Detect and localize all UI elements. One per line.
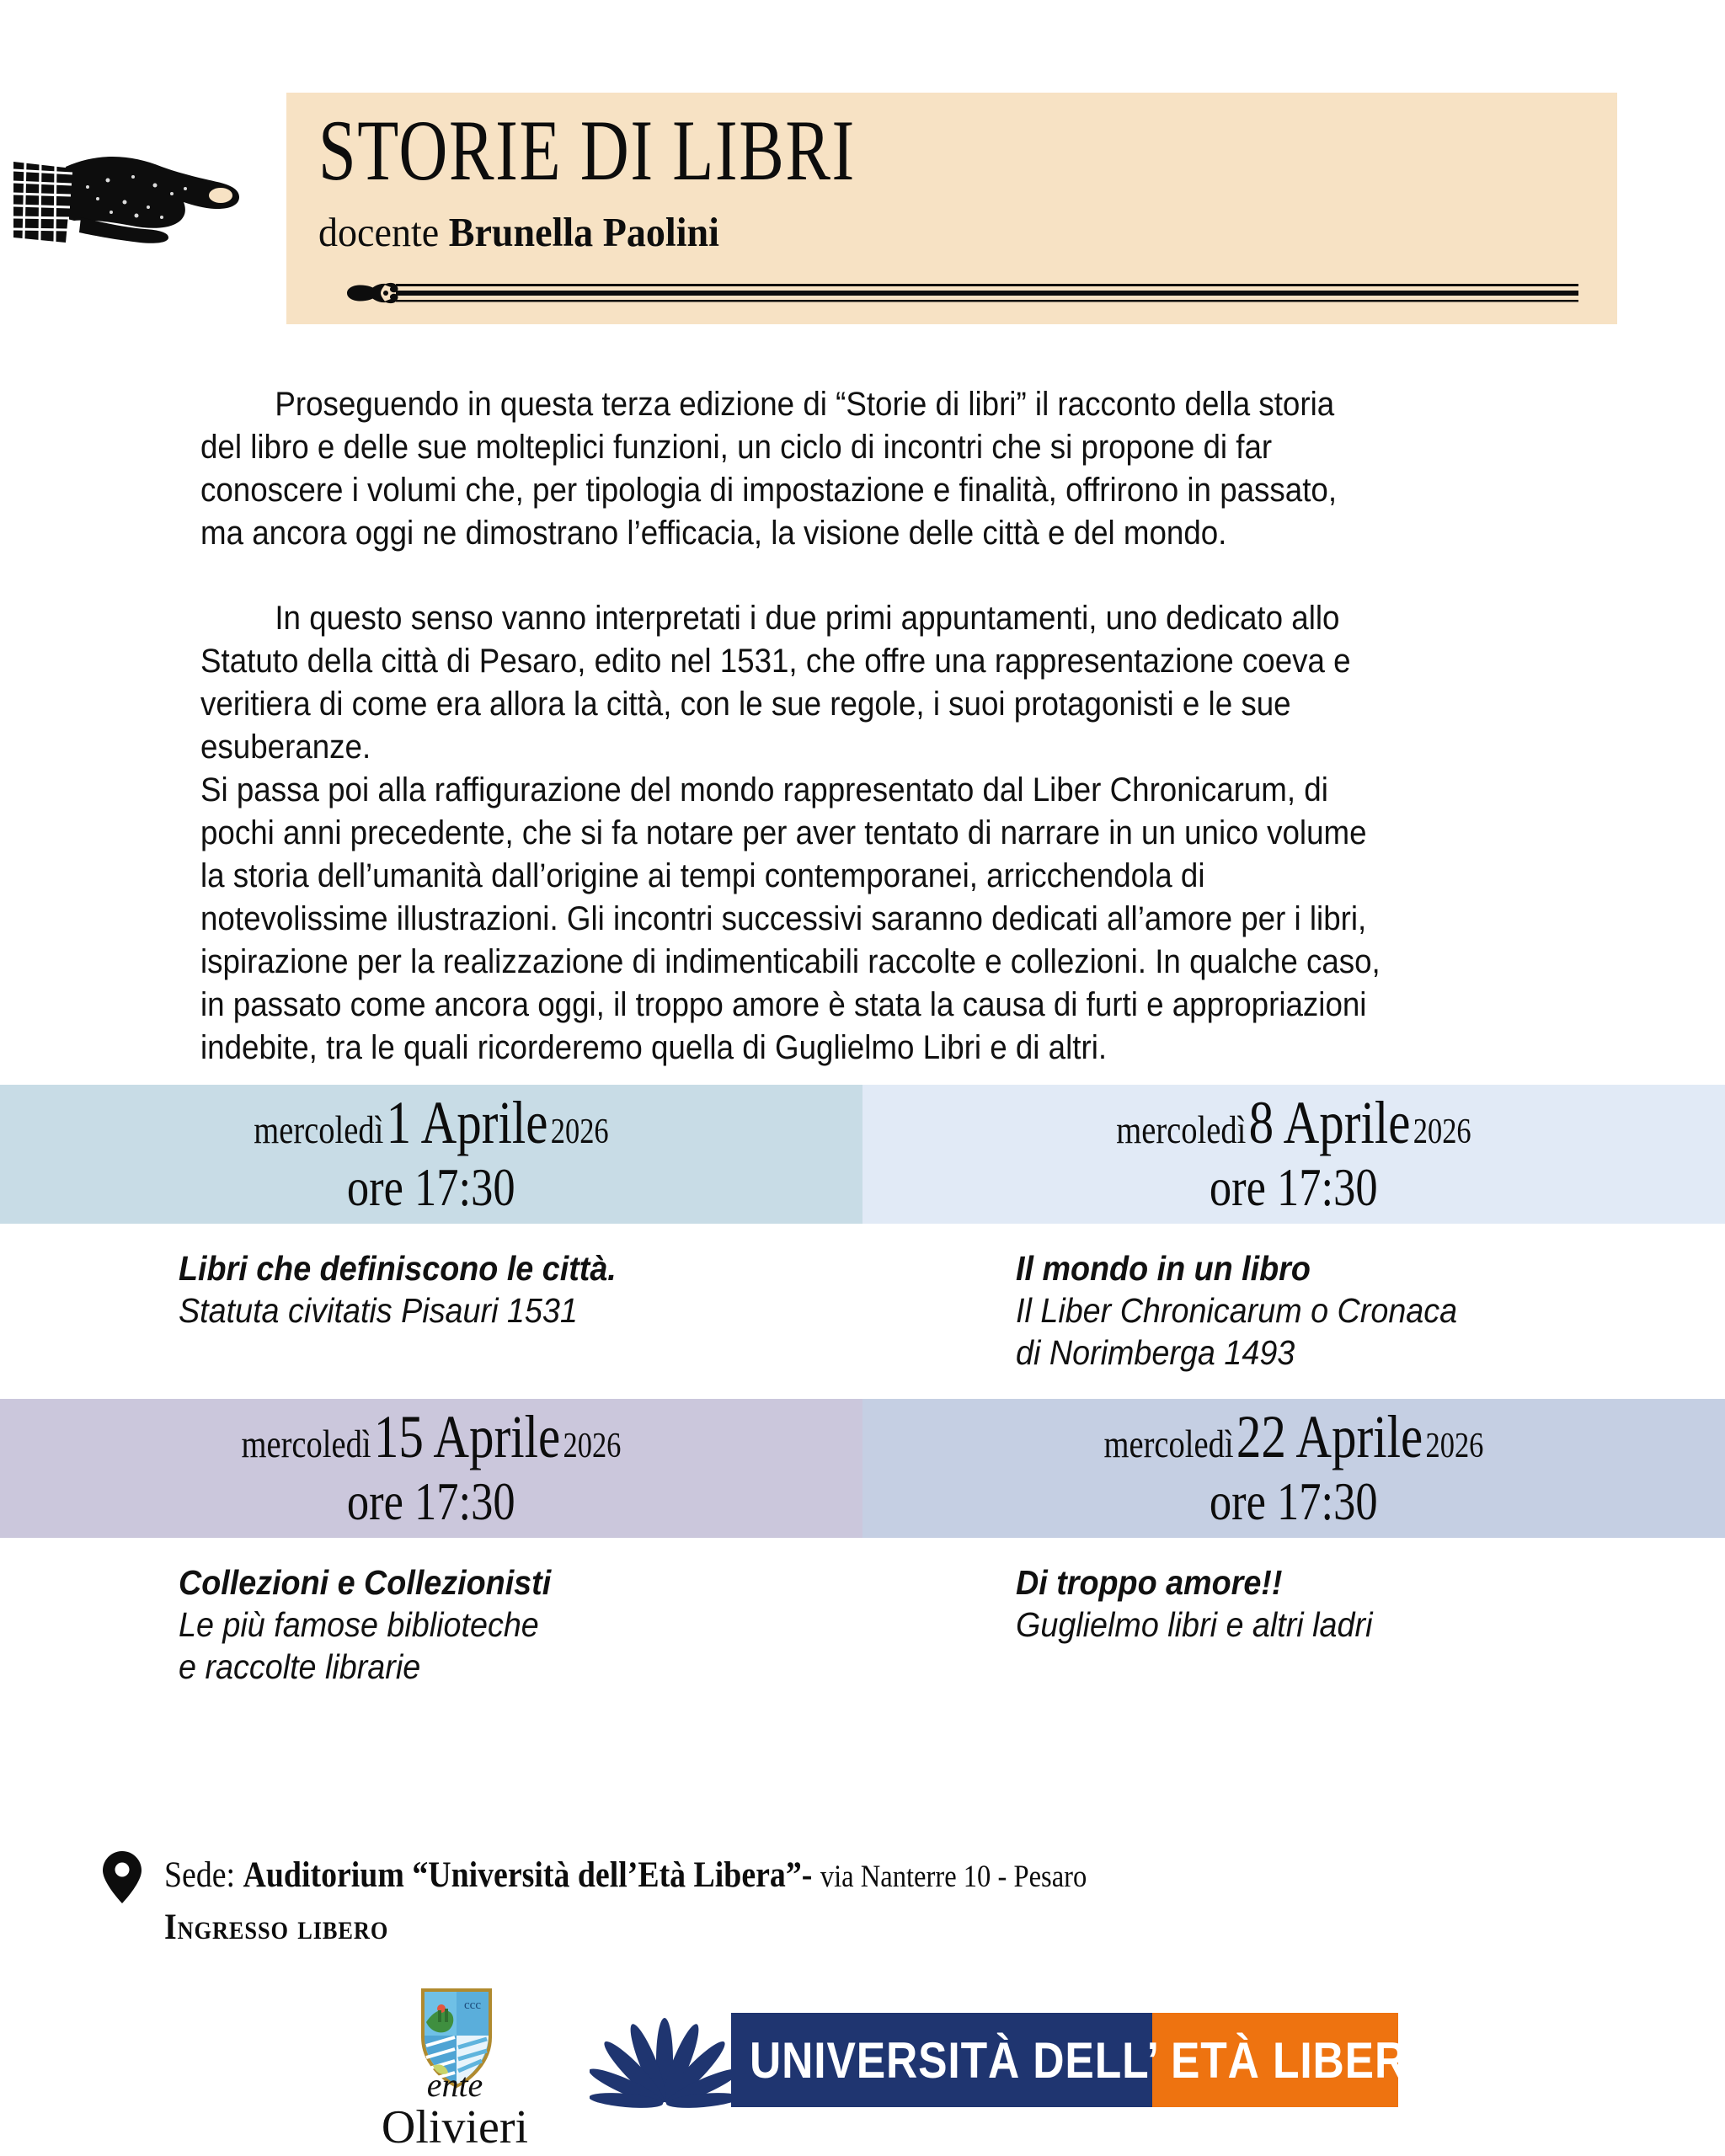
- event-year-1: 2026: [550, 1112, 609, 1151]
- event-year-3: 2026: [563, 1426, 622, 1465]
- event-card-3: [0, 1399, 862, 1713]
- page-title: STORIE DI LIBRI: [318, 103, 856, 199]
- venue-address: via Nanterre 10 - Pesaro: [820, 1860, 1087, 1894]
- event-desc-4: [862, 1538, 1725, 1673]
- admission-note: Ingresso libero: [164, 1908, 389, 1947]
- event-title-1: Libri che definiscono le città.: [179, 1249, 617, 1288]
- event-title-4: Di troppo amore!!: [1016, 1563, 1283, 1602]
- event-subtitle-2-line-2: di Norimberga 1493: [1016, 1333, 1295, 1372]
- docente-name: Brunella Paolini: [448, 209, 719, 255]
- universita-text-part-2: ETÀ LIBERA: [1171, 2031, 1439, 2089]
- docente-line: [318, 208, 719, 256]
- svg-text:ccc: ccc: [464, 1999, 481, 2012]
- event-subtitle-2-line-1: Il Liber Chronicarum o Cronaca: [1016, 1291, 1458, 1330]
- olivieri-line-2: Olivieri: [381, 2101, 529, 2153]
- event-title-3: Collezioni e Collezionisti: [179, 1563, 552, 1602]
- event-day-3: 15 Aprile: [373, 1402, 561, 1470]
- event-card-2: [862, 1085, 1725, 1399]
- event-time-3: ore 17:30: [347, 1471, 515, 1532]
- event-date-4: [1103, 1402, 1484, 1470]
- venue-prefix: Sede:: [164, 1855, 236, 1895]
- venue-name: Auditorium “Università dell’Età Libera”-: [243, 1855, 813, 1895]
- olivieri-logo-text: [371, 2068, 539, 2151]
- event-desc-2: [862, 1224, 1725, 1399]
- event-dow-4: mercoledì: [1103, 1422, 1234, 1466]
- event-subtitle-3-line-2: e raccolte librarie: [179, 1647, 421, 1686]
- event-year-4: 2026: [1425, 1426, 1484, 1465]
- event-date-1: [254, 1088, 609, 1156]
- event-time-4: ore 17:30: [1210, 1471, 1378, 1532]
- event-dow-3: mercoledì: [241, 1422, 371, 1466]
- event-desc-3: [0, 1538, 862, 1713]
- event-day-1: 1 Aprile: [386, 1088, 548, 1156]
- event-card-4: [862, 1399, 1725, 1713]
- event-time-1: ore 17:30: [347, 1157, 515, 1218]
- intro-paragraph-2: In questo senso vanno interpretati i due primi appuntamenti, uno dedicato allo Statuto della città di Pesaro, edito nel 1531, che offre una rappresentazione coeva e veritiera di come era allora la città, con le sue regole, i suoi protagonisti e le sue esuberanze.: [200, 600, 1351, 766]
- intro-paragraph-3: Si passa poi alla raffigurazione del mondo rappresentato dal Liber Chronicarum, di pochi anni precedente, che si fa notare per aver tentato di narrare in un unico volume la storia dell’umanità dall’origine ai tempi contemporanei, arricchendola di notevolissime illustrazioni. Gli incontri successivi saranno dedicati all’amore per i libri, ispirazione per la realizzazione di indimenticabili raccolte e collezioni. In qualche caso, in passato come ancora oggi, il troppo amore è stata la causa di furti e appropriazioni indebite, tra le quali ricorderemo quella di Guglielmo Libri e di altri.: [200, 771, 1381, 1066]
- event-subtitle-4: Guglielmo libri e altri ladri: [1016, 1605, 1373, 1644]
- event-dow-1: mercoledì: [254, 1107, 384, 1152]
- venue-block: [164, 1853, 1596, 1951]
- universita-text-part-1: UNIVERSITÀ DELL’: [750, 2031, 1160, 2089]
- event-subtitle-3-line-1: Le più famose biblioteche: [179, 1605, 539, 1644]
- events-row-1: [0, 1085, 1725, 1399]
- event-datebar-2: [862, 1085, 1725, 1224]
- olivieri-line-1: ente: [426, 2066, 483, 2104]
- event-dow-2: mercoledì: [1116, 1107, 1247, 1152]
- event-datebar-3: [0, 1399, 862, 1538]
- pointing-hand-icon: [7, 118, 276, 244]
- universita-logo: [590, 2013, 1439, 2110]
- event-year-2: 2026: [1413, 1112, 1471, 1151]
- intro-paragraph-1: Proseguendo in questa terza edizione di “Storie di libri” il racconto della storia del libro e delle sue molteplici funzioni, un ciclo di incontri che si propone di far conoscere i volumi che, per tipologia di impostazione e finalità, offrirono in passato, ma ancora oggi ne dimostrano l’efficacia, la visione delle città e del mondo.: [200, 386, 1338, 552]
- event-datebar-4: [862, 1399, 1725, 1538]
- events-grid: [0, 1085, 1725, 1713]
- venue-line: [164, 1853, 1424, 1900]
- ornamental-rule: [344, 278, 1582, 308]
- event-datebar-1: [0, 1085, 862, 1224]
- event-day-2: 8 Aprile: [1248, 1088, 1411, 1156]
- intro-text: [200, 383, 1383, 1070]
- docente-label: docente: [318, 209, 440, 255]
- event-subtitle-1: Statuta civitatis Pisauri 1531: [179, 1291, 578, 1330]
- event-date-3: [241, 1402, 622, 1470]
- event-time-2: ore 17:30: [1210, 1157, 1378, 1218]
- events-row-2: [0, 1399, 1725, 1713]
- starburst-sun-icon: [590, 2009, 740, 2111]
- location-pin-icon: [103, 1851, 142, 1903]
- event-date-2: [1116, 1088, 1471, 1156]
- event-card-1: [0, 1085, 862, 1399]
- event-desc-1: [0, 1224, 862, 1358]
- event-title-2: Il mondo in un libro: [1016, 1249, 1311, 1288]
- event-day-4: 22 Aprile: [1236, 1402, 1423, 1470]
